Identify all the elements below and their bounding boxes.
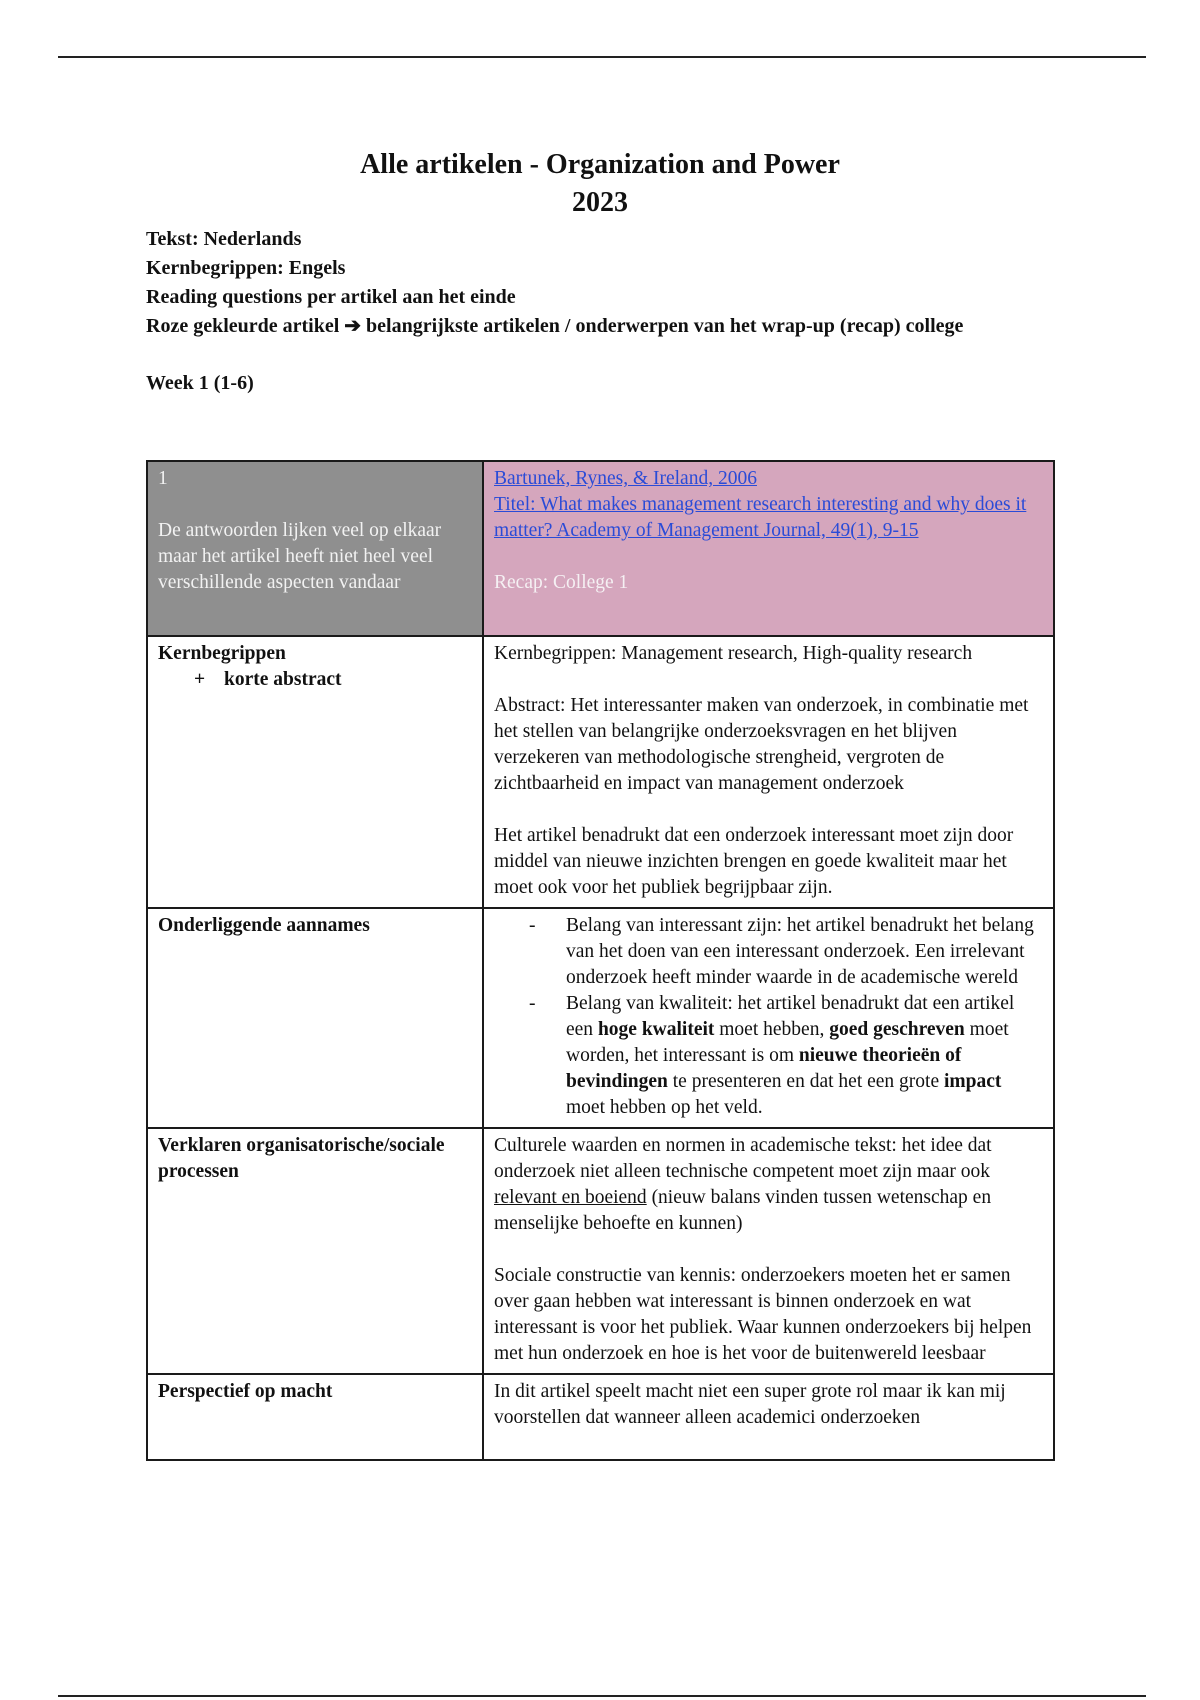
row-sublabel [158,667,473,693]
title-line-1: Alle artikelen - Organization and Power [360,149,840,180]
bottom-rule [58,1695,1146,1697]
article-title-link[interactable]: Titel: What makes management research interesting and why does it matter? Academy of Management Journal, 49(1), 9-15 [494,494,1027,541]
row-label: Onderliggende aannames [158,915,370,936]
key-terms: Kernbegrippen: Management research, High-quality research [494,643,973,664]
text-run: moet hebben op het veld. [566,1097,763,1118]
sublabel-text: korte abstract [224,669,342,690]
arrow-right-icon: ➔ [344,315,362,337]
row-content-cell [483,1374,1054,1460]
text-run: Culturele waarden en normen in academische tekst: het idee dat onderzoek niet alleen technische competent moet zijn maar ook [494,1135,992,1182]
article-number-cell [147,461,483,636]
text-run: Belang van kwaliteit: het artikel benadrukt dat een artikel een [566,993,1015,1040]
list-item [529,991,1044,1121]
table-row [147,636,1054,908]
list-item: - Belang van interessant zijn: het artikel benadrukt het belang van het doen van een interessant onderzoek. Een irrelevant onderzoek heeft minder waarde in de academische wereld [529,913,1044,991]
assumptions-list [494,913,1044,1121]
row-label-cell [147,636,483,908]
text-run: moet hebben, [714,1019,830,1040]
top-rule [58,56,1146,58]
bold-run: goed geschreven [829,1019,965,1040]
page-title [0,146,1200,222]
citation-link[interactable]: Bartunek, Rynes, & Ireland, 2006 [494,468,757,489]
pink-note-prefix: Roze gekleurde artikel [146,315,340,337]
row-content-cell [483,908,1054,1128]
bold-run: hoge kwaliteit [597,1019,715,1040]
underlined-run: relevant en boeiend [494,1187,647,1208]
table-row [147,1128,1054,1374]
pink-note-suffix: belangrijkste artikelen / onderwerpen van het wrap-up (recap) college [366,315,964,337]
row-label-cell [147,1374,483,1460]
text-run: te presenteren en dat het een grote [667,1071,944,1092]
table-row [147,1374,1054,1460]
article-note: De antwoorden lijken veel op elkaar maar het artikel heeft niet heel veel verschillende aspecten vandaar [158,520,442,593]
row-content-cell [483,636,1054,908]
row-label: Perspectief op macht [158,1381,333,1402]
abstract-text: Abstract: Het interessanter maken van onderzoek, in combinatie met het stellen van belangrijke onderzoeksvragen en het blijven verzekeren van methodologische strengheid, vergroten de zichtbaarheid en impact van management onderzoek [494,695,1029,794]
text-run: moet worden, het interessant is om [566,1019,1009,1066]
intro-line-questions: Reading questions per artikel aan het einde [146,286,516,308]
power-paragraph: In dit artikel speelt macht niet een super grote rol maar ik kan mij voorstellen dat wanneer alleen academici onderzoeken [494,1381,1006,1428]
row-label: Kernbegrippen [158,643,286,664]
table-row [147,908,1054,1128]
intro-line-terms: Kernbegrippen: Engels [146,257,346,279]
article-table [146,460,1055,1461]
row-label-cell [147,908,483,1128]
bold-run: impact [944,1071,1002,1092]
article-header-row [147,461,1054,636]
plus-icon: + [194,669,206,690]
week-heading: Week 1 (1-6) [146,372,254,394]
text-run: (nieuw balans vinden tussen wetenschap en menselijke behoefte en kunnen) [494,1187,992,1234]
intro-line-pink [146,312,1066,341]
cultural-values-paragraph [494,1133,1044,1237]
row-label-cell [147,1128,483,1374]
intro-block [146,225,1066,398]
intro-line-language: Tekst: Nederlands [146,228,302,250]
row-label: Verklaren organisatorische/sociale processen [158,1135,445,1182]
social-construction-paragraph: Sociale constructie van kennis: onderzoekers moeten het er samen over gaan hebben wat interessant is binnen onderzoek en wat interessant is voor het publiek. Waar kunnen onderzoekers bij helpen met hun onderzoek en hoe is het voor de buitenwereld leesbaar [494,1265,1032,1364]
bold-run: nieuwe theorieën of bevindingen [566,1045,962,1092]
recap-label: Recap: College 1 [494,572,629,593]
title-line-2: 2023 [572,187,628,218]
article-number: 1 [158,468,168,489]
article-citation-cell [483,461,1054,636]
abstract-extra: Het artikel benadrukt dat een onderzoek interessant moet zijn door middel van nieuwe inzichten brengen en goede kwaliteit maar het moet ook voor het publiek begrijpbaar zijn. [494,825,1014,898]
row-content-cell [483,1128,1054,1374]
